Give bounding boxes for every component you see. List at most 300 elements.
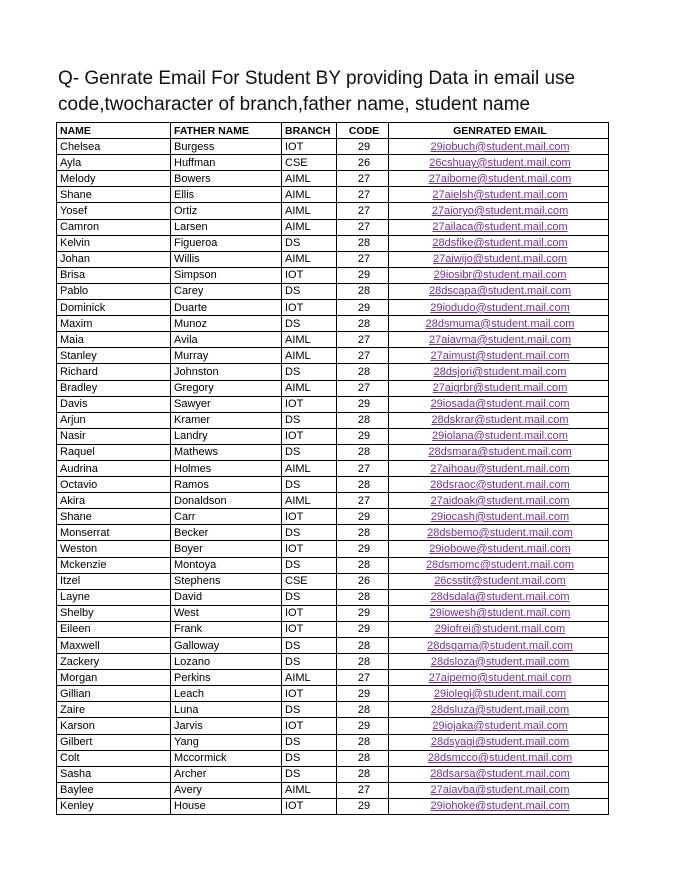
cell-name: Mckenzie [57,557,171,573]
cell-code: 27 [337,670,389,686]
student-email-table [56,122,609,815]
cell-father-name: Lozano [171,654,282,670]
cell-code: 29 [337,396,389,412]
cell-father-name: Archer [171,766,282,782]
cell-name: Dominick [57,300,171,316]
cell-branch: IOT [282,686,337,702]
email-link[interactable]: 28dsdala@student.mail.com [430,591,570,604]
table-row [57,493,609,509]
cell-email [389,589,609,605]
cell-email [389,332,609,348]
cell-father-name: Avery [171,782,282,798]
email-link[interactable]: 27aihoau@student.mail.com [430,462,570,475]
cell-email [389,541,609,557]
table-row [57,589,609,605]
table-row [57,364,609,380]
header-row [57,123,609,139]
email-link[interactable]: 28dsmara@student.mail.com [428,446,572,459]
cell-code: 29 [337,139,389,155]
cell-name: Maxim [57,316,171,332]
cell-email [389,734,609,750]
table-row [57,525,609,541]
cell-email [389,203,609,219]
cell-code: 28 [337,734,389,750]
cell-father-name: Leach [171,686,282,702]
cell-father-name: Avila [171,332,282,348]
cell-email [389,235,609,251]
table-row [57,718,609,734]
cell-branch: DS [282,316,337,332]
cell-name: Gilbert [57,734,171,750]
cell-email [389,316,609,332]
cell-branch: CSE [282,573,337,589]
cell-name: Yosef [57,203,171,219]
table-row [57,412,609,428]
cell-email [389,573,609,589]
email-link[interactable]: 27aioryo@student.mail.com [431,205,569,218]
table-row [57,654,609,670]
table-row [57,670,609,686]
table-row [57,782,609,798]
cell-name: Zaire [57,702,171,718]
cell-father-name: Mccormick [171,750,282,766]
cell-code: 28 [337,557,389,573]
cell-father-name: Bowers [171,171,282,187]
cell-branch: DS [282,444,337,460]
cell-father-name: Luna [171,702,282,718]
email-link[interactable]: 28dsmuma@student.mail.com [425,317,575,330]
table-row [57,251,609,267]
cell-branch: AIML [282,171,337,187]
cell-name: Akira [57,493,171,509]
cell-email [389,782,609,798]
email-link[interactable]: 28dsjori@student.mail.com [433,365,567,378]
email-link[interactable]: 29iobowe@student.mail.com [429,542,571,555]
cell-father-name: Carr [171,509,282,525]
email-link[interactable]: 27aidoak@student.mail.com [430,494,570,507]
cell-email [389,171,609,187]
cell-name: Layne [57,589,171,605]
cell-father-name: Holmes [171,460,282,476]
cell-father-name: Johnston [171,364,282,380]
cell-name: Morgan [57,670,171,686]
header-code: CODE [337,123,389,139]
cell-name: Baylee [57,782,171,798]
cell-name: Pablo [57,283,171,299]
table-body [57,139,609,815]
cell-name: Audrina [57,460,171,476]
cell-email [389,155,609,171]
table-row [57,750,609,766]
cell-father-name: Munoz [171,316,282,332]
cell-email [389,557,609,573]
cell-code: 28 [337,638,389,654]
cell-email [389,444,609,460]
email-link[interactable]: 28dsluza@student.mail.com [430,703,570,716]
cell-code: 28 [337,316,389,332]
table-row [57,396,609,412]
cell-branch: IOT [282,509,337,525]
cell-email [389,718,609,734]
table-row [57,573,609,589]
table-row [57,638,609,654]
cell-code: 28 [337,654,389,670]
table-row [57,541,609,557]
cell-name: Octavio [57,477,171,493]
cell-name: Gillian [57,686,171,702]
table-row [57,283,609,299]
header-name: NAME [57,123,171,139]
cell-name: Raquel [57,444,171,460]
email-link[interactable]: 27aibome@student.mail.com [428,172,572,185]
cell-father-name: Willis [171,251,282,267]
cell-code: 29 [337,541,389,557]
cell-email [389,219,609,235]
cell-branch: IOT [282,300,337,316]
cell-email [389,750,609,766]
cell-branch: DS [282,638,337,654]
email-link[interactable]: 27ailaca@student.mail.com [432,221,568,234]
cell-father-name: Duarte [171,300,282,316]
table-row [57,734,609,750]
cell-code: 29 [337,621,389,637]
table-row [57,219,609,235]
cell-branch: AIML [282,203,337,219]
cell-email [389,267,609,283]
cell-email [389,364,609,380]
table-row [57,300,609,316]
email-link[interactable]: 29iolana@student.mail.com [432,430,568,443]
table-row [57,460,609,476]
cell-father-name: Gregory [171,380,282,396]
email-link[interactable]: 29iohoke@student.mail.com [430,800,570,813]
cell-code: 28 [337,364,389,380]
email-link[interactable]: 27aipemo@student.mail.com [428,671,572,684]
cell-branch: AIML [282,348,337,364]
cell-code: 27 [337,380,389,396]
cell-name: Zackery [57,654,171,670]
email-link[interactable]: 27aiavma@student.mail.com [428,333,571,346]
cell-father-name: Perkins [171,670,282,686]
cell-name: Richard [57,364,171,380]
cell-father-name: Ortiz [171,203,282,219]
cell-email [389,493,609,509]
cell-father-name: Galloway [171,638,282,654]
cell-name: Shelby [57,605,171,621]
cell-branch: DS [282,766,337,782]
cell-email [389,605,609,621]
cell-code: 29 [337,300,389,316]
cell-code: 29 [337,605,389,621]
table-row [57,171,609,187]
cell-branch: IOT [282,718,337,734]
cell-branch: AIML [282,460,337,476]
cell-father-name: Burgess [171,139,282,155]
cell-father-name: Larsen [171,219,282,235]
cell-father-name: Simpson [171,267,282,283]
cell-branch: DS [282,702,337,718]
email-link[interactable]: 29iocash@student.mail.com [430,510,570,523]
cell-code: 26 [337,573,389,589]
cell-branch: AIML [282,493,337,509]
cell-code: 29 [337,718,389,734]
cell-father-name: Becker [171,525,282,541]
cell-code: 29 [337,267,389,283]
title-line-1: Q- Genrate Email For Student BY providing Data in email use [58,68,576,89]
cell-email [389,509,609,525]
cell-branch: IOT [282,396,337,412]
cell-email [389,348,609,364]
email-link[interactable]: 29iobuch@student.mail.com [430,140,570,153]
email-link[interactable]: 28dsraoc@student.mail.com [430,478,570,491]
table-row [57,155,609,171]
cell-branch: AIML [282,251,337,267]
cell-father-name: Huffman [171,155,282,171]
cell-father-name: Sawyer [171,396,282,412]
cell-father-name: Landry [171,428,282,444]
cell-name: Arjun [57,412,171,428]
email-link[interactable]: 28dsbemo@student.mail.com [427,526,573,539]
cell-branch: DS [282,654,337,670]
cell-email [389,686,609,702]
cell-code: 29 [337,428,389,444]
cell-branch: AIML [282,670,337,686]
cell-father-name: Ramos [171,477,282,493]
email-link[interactable]: 26cshuay@student.mail.com [429,156,571,169]
table-row [57,316,609,332]
cell-name: Monserrat [57,525,171,541]
cell-father-name: Frank [171,621,282,637]
table-row [57,621,609,637]
email-link[interactable]: 28dsmomc@student.mail.com [425,559,575,572]
cell-email [389,670,609,686]
cell-branch: DS [282,477,337,493]
cell-name: Weston [57,541,171,557]
cell-branch: IOT [282,605,337,621]
cell-father-name: Jarvis [171,718,282,734]
cell-code: 28 [337,589,389,605]
cell-father-name: Figueroa [171,235,282,251]
title-line-2: code,twocharacter of branch,father name, student name [58,94,531,115]
cell-code: 29 [337,798,389,814]
cell-email [389,621,609,637]
cell-name: Kenley [57,798,171,814]
email-link[interactable]: 27aiwijo@student.mail.com [432,253,568,266]
cell-email [389,477,609,493]
cell-email [389,300,609,316]
cell-email [389,766,609,782]
cell-name: Shane [57,509,171,525]
email-link[interactable]: 28dsmcco@student.mail.com [427,752,573,765]
cell-branch: DS [282,734,337,750]
cell-code: 28 [337,525,389,541]
table-row [57,477,609,493]
cell-email [389,396,609,412]
cell-email [389,380,609,396]
cell-name: Davis [57,396,171,412]
cell-email [389,283,609,299]
cell-branch: DS [282,235,337,251]
table-row [57,235,609,251]
cell-code: 27 [337,493,389,509]
email-link[interactable]: 29iofrei@student.mail.com [434,623,566,636]
cell-name: Maxwell [57,638,171,654]
email-link[interactable]: 29iosibr@student.mail.com [433,269,567,282]
cell-branch: DS [282,283,337,299]
email-link[interactable]: 27aimust@student.mail.com [430,349,570,362]
cell-code: 27 [337,332,389,348]
table-row [57,509,609,525]
cell-code: 26 [337,155,389,171]
table-row [57,766,609,782]
cell-email [389,460,609,476]
cell-name: Shane [57,187,171,203]
header-email: GENRATED EMAIL [389,123,609,139]
cell-code: 27 [337,251,389,267]
cell-name: Eileen [57,621,171,637]
table-row [57,348,609,364]
cell-name: Karson [57,718,171,734]
cell-branch: DS [282,525,337,541]
cell-father-name: Murray [171,348,282,364]
email-link[interactable]: 27aigrbr@student.mail.com [432,382,568,395]
header-father-name: FATHER NAME [171,123,282,139]
email-link[interactable]: 29iowesh@student.mail.com [429,607,571,620]
cell-name: Camron [57,219,171,235]
cell-name: Sasha [57,766,171,782]
cell-code: 29 [337,686,389,702]
cell-email [389,798,609,814]
cell-branch: AIML [282,187,337,203]
email-link[interactable]: 28dsfike@student.mail.com [432,237,568,250]
cell-branch: CSE [282,155,337,171]
email-link[interactable]: 26csstit@student.mail.com [434,575,566,588]
cell-father-name: West [171,605,282,621]
cell-code: 28 [337,235,389,251]
email-link[interactable]: 28dskrar@student.mail.com [431,414,569,427]
email-link[interactable]: 28dsyagi@student.mail.com [430,736,570,749]
email-link[interactable]: 29iodudo@student.mail.com [430,301,570,314]
cell-code: 27 [337,219,389,235]
cell-branch: IOT [282,541,337,557]
cell-branch: AIML [282,332,337,348]
cell-code: 28 [337,702,389,718]
table-row [57,380,609,396]
cell-code: 28 [337,750,389,766]
cell-name: Bradley [57,380,171,396]
cell-code: 28 [337,766,389,782]
email-link[interactable]: 28dsarsa@student.mail.com [430,768,570,781]
cell-father-name: Kramer [171,412,282,428]
cell-branch: AIML [282,380,337,396]
cell-code: 28 [337,477,389,493]
cell-father-name: Donaldson [171,493,282,509]
email-link[interactable]: 28dsloza@student.mail.com [430,655,570,668]
cell-branch: IOT [282,621,337,637]
cell-branch: AIML [282,219,337,235]
cell-father-name: Stephens [171,573,282,589]
cell-name: Ayla [57,155,171,171]
page-title [58,66,658,118]
cell-email [389,525,609,541]
cell-branch: DS [282,589,337,605]
cell-father-name: David [171,589,282,605]
cell-name: Melody [57,171,171,187]
header-branch: BRANCH [282,123,337,139]
email-link[interactable]: 27aiavba@student.mail.com [430,784,570,797]
cell-father-name: Yang [171,734,282,750]
table-row [57,798,609,814]
cell-email [389,139,609,155]
email-link[interactable]: 27aielsh@student.mail.com [432,188,568,201]
table-row [57,139,609,155]
cell-email [389,428,609,444]
cell-name: Itzel [57,573,171,589]
cell-email [389,251,609,267]
table-row [57,428,609,444]
cell-name: Stanley [57,348,171,364]
cell-branch: DS [282,750,337,766]
cell-father-name: Boyer [171,541,282,557]
email-link[interactable]: 28dscapa@student.mail.com [428,285,572,298]
cell-branch: IOT [282,267,337,283]
cell-branch: AIML [282,782,337,798]
cell-code: 27 [337,460,389,476]
cell-name: Maia [57,332,171,348]
cell-code: 29 [337,509,389,525]
cell-code: 27 [337,187,389,203]
cell-code: 27 [337,348,389,364]
table-row [57,686,609,702]
cell-code: 28 [337,444,389,460]
cell-branch: IOT [282,798,337,814]
table-row [57,267,609,283]
cell-email [389,654,609,670]
table-row [57,332,609,348]
cell-name: Kelvin [57,235,171,251]
cell-branch: DS [282,412,337,428]
cell-father-name: Mathews [171,444,282,460]
cell-branch: DS [282,557,337,573]
cell-name: Colt [57,750,171,766]
cell-code: 27 [337,782,389,798]
cell-code: 27 [337,171,389,187]
email-link[interactable]: 29iolegi@student.mail.com [433,687,567,700]
email-link[interactable]: 29iojaka@student.mail.com [432,720,568,733]
cell-branch: DS [282,364,337,380]
cell-branch: IOT [282,139,337,155]
table-row [57,702,609,718]
table-row [57,605,609,621]
cell-email [389,702,609,718]
table-row [57,444,609,460]
cell-email [389,638,609,654]
cell-code: 27 [337,203,389,219]
table-row [57,203,609,219]
cell-father-name: House [171,798,282,814]
cell-name: Chelsea [57,139,171,155]
cell-name: Johan [57,251,171,267]
cell-code: 28 [337,283,389,299]
cell-email [389,412,609,428]
email-link[interactable]: 28dsgama@student.mail.com [427,639,573,652]
table-row [57,557,609,573]
cell-father-name: Ellis [171,187,282,203]
cell-name: Brisa [57,267,171,283]
email-link[interactable]: 29iosada@student.mail.com [430,398,570,411]
cell-father-name: Montoya [171,557,282,573]
cell-code: 28 [337,412,389,428]
